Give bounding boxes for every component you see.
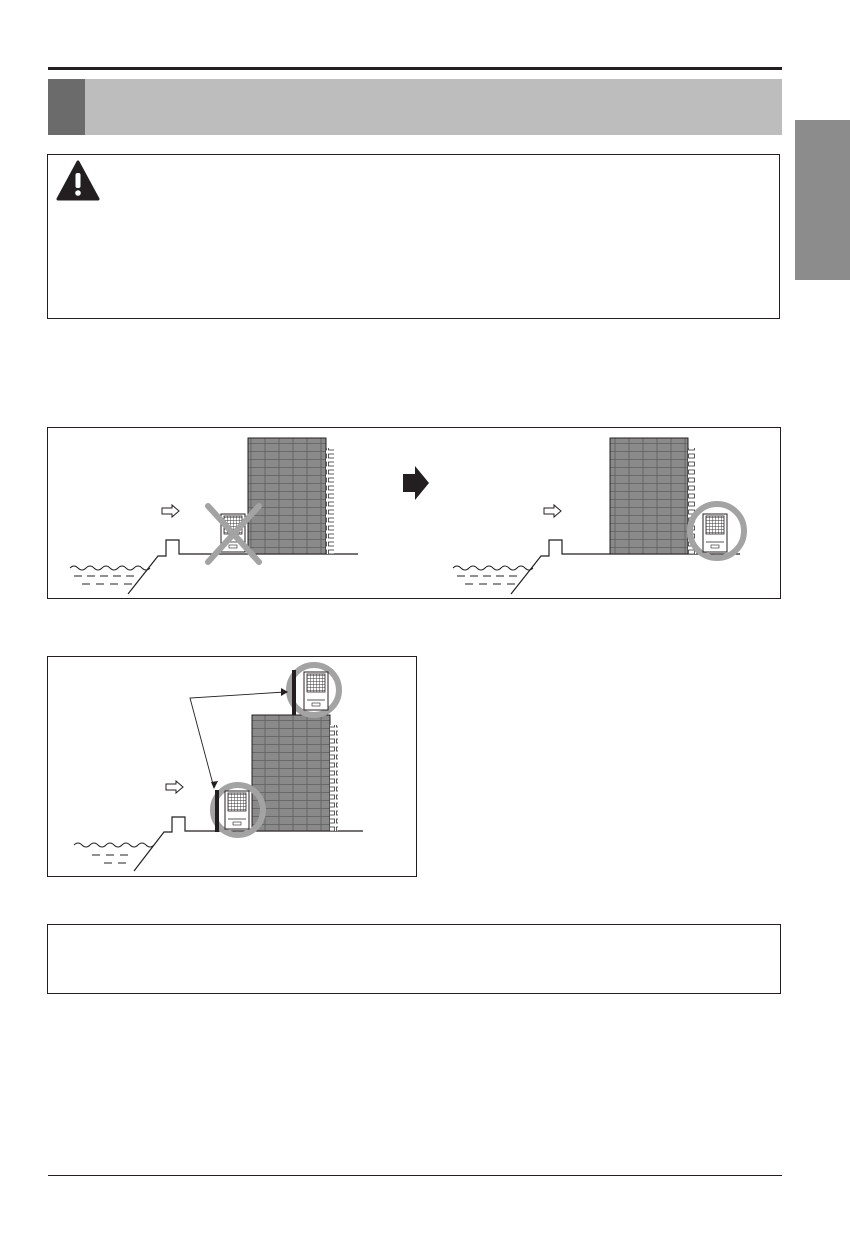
next-arrow-icon xyxy=(403,466,429,500)
outdoor-unit-icon xyxy=(703,514,727,552)
wind-arrow-icon xyxy=(166,781,183,793)
bottom-rule xyxy=(48,1175,782,1176)
incorrect-installation-scene xyxy=(70,438,358,594)
correct-installation-scene xyxy=(453,438,744,594)
chapter-side-tab xyxy=(795,120,850,280)
outdoor-unit-icon xyxy=(225,791,249,829)
windbreak-wall xyxy=(292,670,296,715)
outdoor-unit-icon xyxy=(304,672,328,710)
warning-triangle-icon xyxy=(56,160,100,202)
figure-seaside-comparison xyxy=(47,427,781,599)
section-header-band xyxy=(48,79,782,135)
note-box xyxy=(47,924,781,994)
windbreak-wall xyxy=(215,790,219,832)
top-rule xyxy=(48,67,782,70)
wind-arrow-icon xyxy=(162,505,179,517)
figure-seaside-windbreak xyxy=(47,656,417,877)
wind-arrow-icon xyxy=(544,505,561,517)
windbreak-scene xyxy=(74,665,363,871)
section-header-marker xyxy=(48,79,85,135)
warning-box xyxy=(47,154,780,319)
